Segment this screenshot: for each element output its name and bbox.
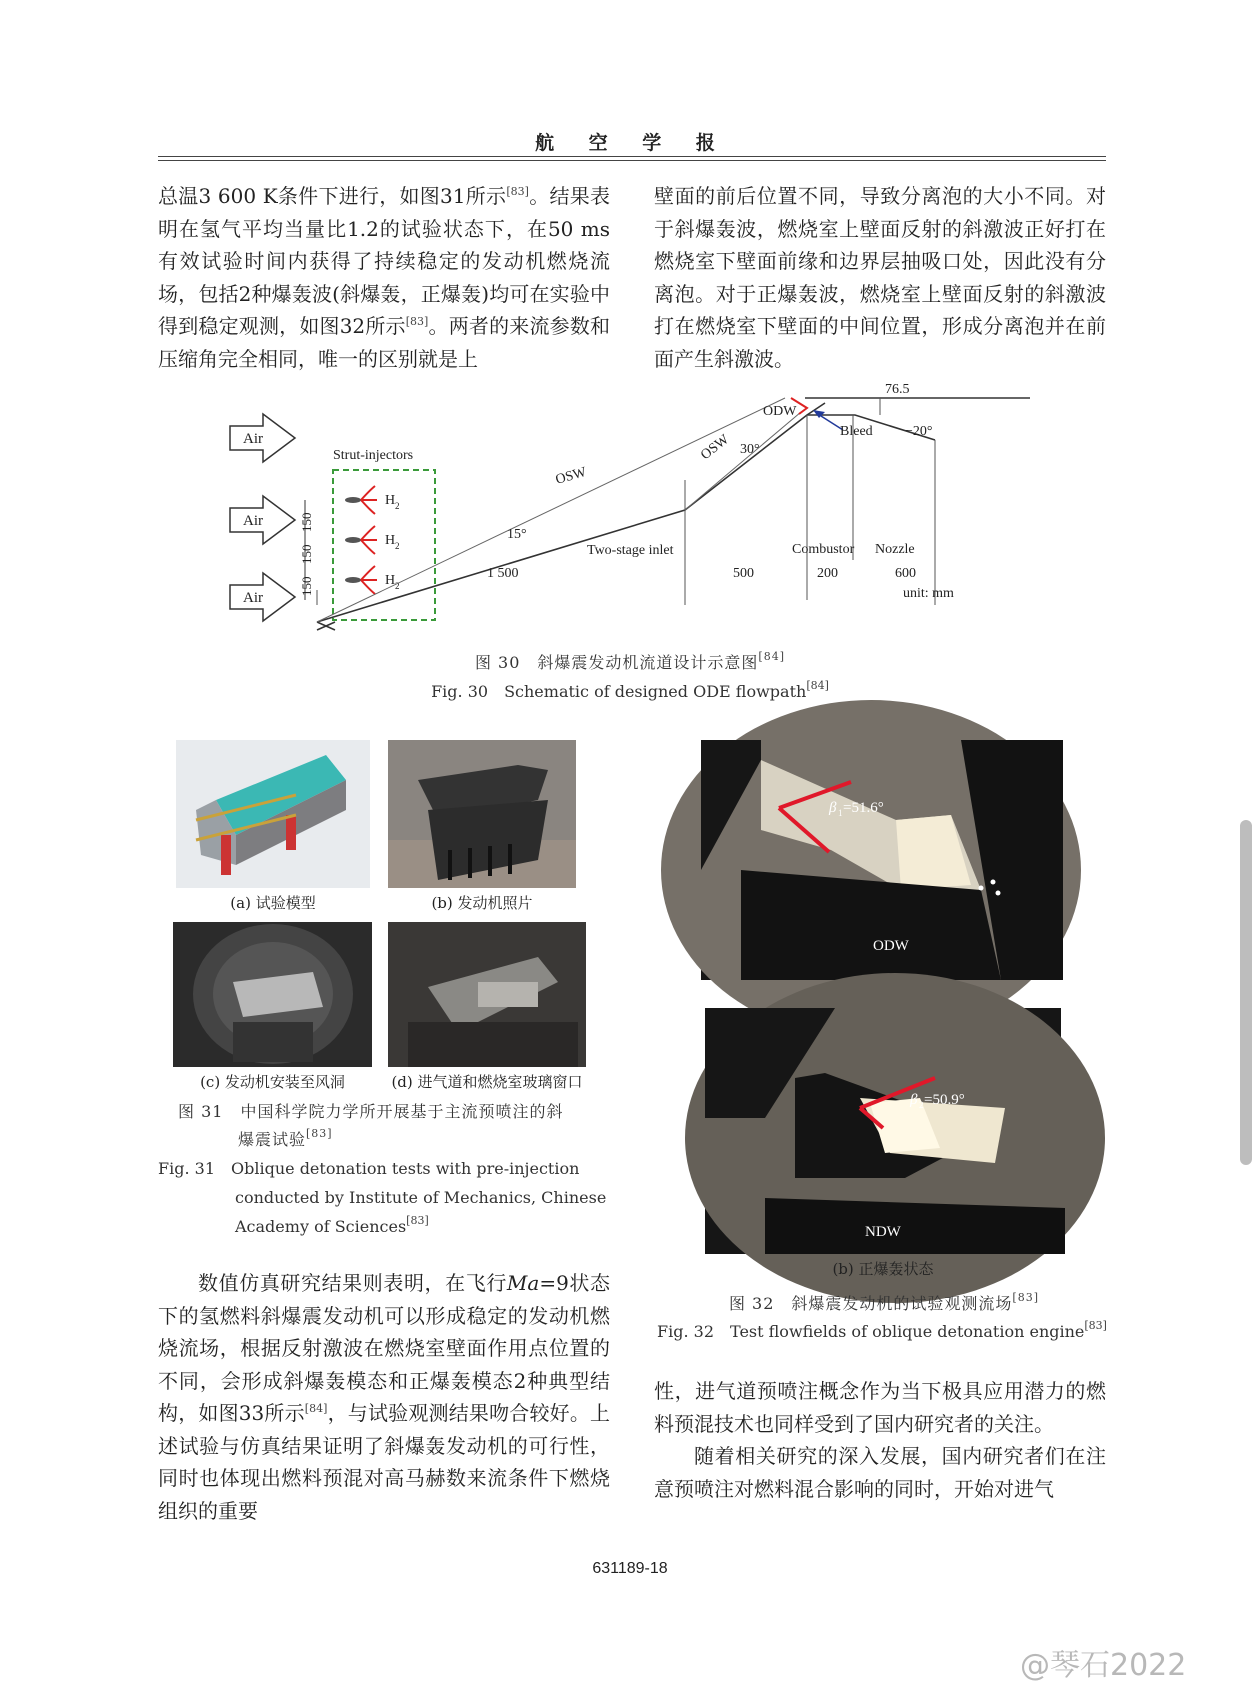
fig31-sub-b: (b) 发动机照片 — [431, 894, 533, 912]
left-text-3: 。两者的来流参数和压缩角完全相同，唯一的区别就是上 — [158, 314, 611, 371]
dim-150-3: 150 — [299, 576, 314, 596]
fig30-caption-en: Fig. 30 Schematic of designed ODE flowpath[84] — [431, 679, 829, 701]
svg-text:NDW: NDW — [865, 1224, 901, 1240]
air-arrow-3 — [230, 573, 295, 621]
left-column-top — [158, 180, 610, 375]
fig32-caption-en: Fig. 32 Test flowfields of oblique detonation engine[83] — [657, 1319, 1107, 1341]
svg-text:Air: Air — [243, 513, 263, 529]
svg-text:2: 2 — [919, 1100, 924, 1110]
nozzle-label: Nozzle — [875, 542, 915, 557]
dim-150-2: 150 — [299, 544, 314, 564]
left-column-bottom — [158, 1267, 610, 1527]
citation: [83] — [405, 315, 429, 328]
fig31-caption-cn-1: 图 31 中国科学院力学所开展基于主流预喷注的斜 — [178, 1102, 564, 1121]
scrollbar-thumb[interactable] — [1240, 820, 1252, 1165]
strut-injectors-label: Strut-injectors — [333, 448, 414, 463]
angle-30-label: 30° — [740, 442, 760, 457]
header-rule-top — [158, 156, 1106, 157]
injector-1 — [345, 486, 400, 514]
fig31-sub-d: (d) 进气道和燃烧室玻璃窗口 — [391, 1073, 583, 1091]
injector-3 — [345, 566, 400, 594]
svg-text:ODW: ODW — [873, 938, 909, 954]
combustor-label: Combustor — [792, 542, 855, 557]
svg-text:H: H — [385, 573, 396, 588]
length-1500-label: 1 500 — [487, 566, 519, 581]
odw-label: ODW — [763, 404, 797, 419]
angle-15-label: 15° — [507, 527, 527, 542]
citation: [84] — [304, 1402, 328, 1415]
fig32-photo-odw — [701, 740, 1063, 980]
oblique-shock-lines — [317, 398, 801, 622]
fig31-photo-glass-window — [388, 922, 586, 1067]
fig31-caption-cn-2: 爆震试验[83] — [238, 1127, 333, 1149]
svg-text:β: β — [829, 800, 837, 816]
osw-label-2: OSW — [698, 432, 732, 464]
svg-text:=50.9°: =50.9° — [924, 1092, 965, 1108]
two-stage-inlet-label: Two-stage inlet — [587, 543, 674, 558]
fig32-photo-ndw — [705, 1008, 1061, 1254]
svg-text:=51.6°: =51.6° — [843, 800, 884, 816]
dim-150-1: 150 — [299, 512, 314, 532]
left-bottom-text-3: ，与试验观测结果吻合较好。上述试验与仿真结果证明了斜爆轰发动机的可行性，同时也体现出燃料预混对高马赫数来流条件下燃烧组织的重要 — [158, 1401, 611, 1523]
journal-title: 航 空 学 报 — [535, 132, 729, 154]
fig31-photo-model — [176, 740, 370, 888]
right-bottom-paragraph-2: 随着相关研究的深入发展，国内研究者们在注意预喷注对燃料混合影响的同时，开始对进气 — [654, 1444, 1106, 1501]
height-76-5-label: 76.5 — [885, 382, 910, 397]
svg-text:2: 2 — [395, 501, 400, 511]
header-rule-bottom — [158, 160, 1106, 161]
citation: [83] — [506, 185, 529, 198]
length-500-label: 500 — [733, 566, 754, 581]
right-column-bottom — [654, 1375, 1106, 1505]
left-text-1: 总温3 600 K条件下进行，如图31所示 — [158, 184, 507, 208]
fig31-sub-a: (a) 试验模型 — [230, 894, 316, 912]
right-paragraph-top: 壁面的前后位置不同，导致分离泡的大小不同。对于斜爆轰波，燃烧室上壁面反射的斜激波正好打在燃烧室下壁面前缘和边界层抽吸口处，因此没有分离泡。对于正爆轰波，燃烧室上壁面反射的斜激波打在燃烧室下壁面的中间位置，形成分离泡并在前面产生斜激波。 — [654, 184, 1106, 371]
right-bottom-paragraph-1: 性，进气道预喷注概念作为当下极具应用潜力的燃料预混技术也同样受到了国内研究者的关注。 — [654, 1379, 1106, 1436]
svg-text:Air: Air — [243, 590, 263, 606]
fig32-sub-b: (b) 正爆轰状态 — [832, 1260, 934, 1278]
svg-text:β: β — [910, 1092, 918, 1108]
watermark: @琴石2022 — [1020, 1648, 1187, 1683]
right-column-top — [654, 180, 1106, 375]
left-bottom-text-2: =9状态下的氢燃料斜爆震发动机可以形成稳定的发动机燃烧流场，根据反射激波在燃烧室壁面作用点位置的不同，会形成斜爆轰模态和正爆轰模态2种典型结构，如图33所示 — [158, 1271, 610, 1425]
length-200-label: 200 — [817, 566, 838, 581]
svg-text:H: H — [385, 533, 396, 548]
injector-2 — [345, 526, 400, 554]
air-arrow-1 — [230, 414, 295, 462]
figure-30-diagram — [225, 382, 1035, 650]
left-text-2: 。结果表明在氢气平均当量比1.2的试验状态下，在50 ms有效试验时间内获得了持续稳定的发动机燃烧流场，包括2种爆轰波(斜爆轰，正爆轰)均可在实验中得到稳定观测，如图32所示 — [158, 184, 610, 338]
svg-text:Air: Air — [243, 431, 263, 447]
page-number: 631189-18 — [592, 1560, 668, 1577]
svg-text:H: H — [385, 493, 396, 508]
svg-text:2: 2 — [395, 541, 400, 551]
injector-box — [333, 470, 435, 620]
bleed-label: Bleed — [840, 424, 873, 439]
length-600-label: 600 — [895, 566, 916, 581]
fig31-photo-wind-tunnel — [173, 922, 372, 1067]
angle-neg20-label: −20° — [905, 424, 933, 439]
fig31-photo-engine — [388, 740, 576, 888]
left-bottom-text-1: 数值仿真研究结果则表明，在飞行 — [198, 1271, 507, 1295]
fig32-caption-cn: 图 32 斜爆震发动机的试验观测流场[83] — [728, 1291, 1040, 1313]
svg-text:2: 2 — [395, 581, 400, 591]
fig31-sub-c: (c) 发动机安装至风洞 — [200, 1073, 345, 1091]
air-arrow-2 — [230, 496, 295, 544]
svg-text:1: 1 — [838, 808, 843, 818]
fig31-caption-en-3: Academy of Sciences[83] — [235, 1214, 429, 1236]
fig31-caption-en-2: conducted by Institute of Mechanics, Chinese — [235, 1188, 607, 1207]
fig30-caption-cn: 图 30 斜爆震发动机流道设计示意图[84] — [474, 650, 786, 672]
osw-label-1: OSW — [553, 464, 589, 488]
fig31-caption-en-1: Fig. 31 Oblique detonation tests with pre-injection — [158, 1159, 580, 1178]
unit-label: unit: mm — [903, 586, 954, 601]
mach-symbol: Ma — [506, 1271, 540, 1295]
